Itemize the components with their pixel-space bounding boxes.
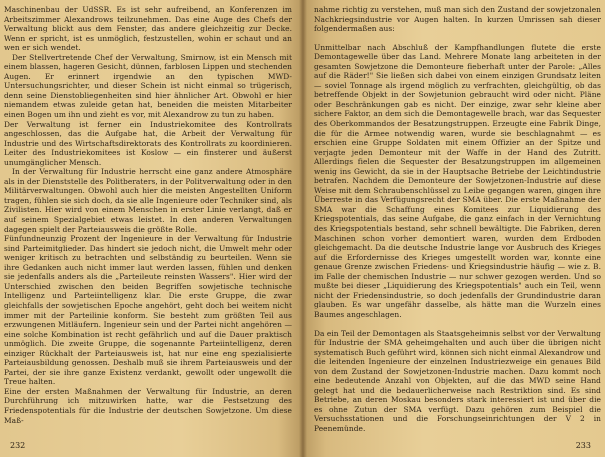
paragraph: Eine der ersten Maßnahmen der Verwaltung für Industrie, an deren Durchführung ich mitzuwirken hatte, war die Festsetzung des Friedenspotentials für die Industrie der deutschen Sowjetzone. Um diese Maß- (4, 386, 292, 425)
paragraph: Da ein Teil der Demontagen als Staatsgeheimnis selbst vor der Verwaltung für Industrie der SMA geheimgehalten und auch über die übrigen nicht systematisch Buch geführt wird, können sich nicht einmal Alexandrow und die leitenden Ingenieure der einzelnen Industriezweige ein genaues Bild von dem Zustand der Sowjetzonen-Industrie machen. Dazu kommt noch eine bedeutende Anzahl von Objekten, auf die das MWD seine Hand gelegt hat und die bedauerlicherweise nach Restriktion sind. Es sind Betriebe, an deren Moskau besonders stark interessiert ist und über die es ohne Zutun der SMA verfügt. Dazu gehören zum Beispiel die Versuchsstationen und die Forschungseinrichtungen der V 2 in Peenemünde. (314, 328, 601, 433)
paragraph: Unmittelbar nach Abschluß der Kampfhandlungen flutete die erste Demontagewelle über das Land. Mehrere Monate lang arbeiteten in der gesamten Sowjetzone die Demonteure fieberhaft unter der Parole: „Alles auf die Räder!" Sie ließen sich dabei von einem einzigen Grundsatz leiten — soviel Tonnage als irgend möglich zu verfrachten, gleichgültig, ob das betreffende Objekt in der Sowjetunion gebraucht wird oder nicht. Pläne oder Beschränkungen gab es nicht. Der einzige, zwar sehr kleine aber sichere Faktor, an dem sich die Demontagewelle brach, war das Sequester des Oberkommandos der Besatzungstruppen. Erzeugte eine Fabrik Dinge, die für die Armee notwendig waren, wurde sie beschlagnahmt — es erschien eine Gruppe Soldaten mit einem Offizier an der Spitze und verjagte jeden Demonteur mit der Waffe in der Hand des Zutritt. Allerdings fielen die Sequester der Besatzungstruppen im allgemeinen wenig ins Gewicht, da sie in der Hauptsache Betriebe der Leichtindustrie betrafen. Nachdem die Demonteure der Sowjetzonen-Industrie auf diese Weise mit dem Schraubenschlüssel zu Leibe gegangen waren, gingen ihre Überreste in das Verfügungsrecht der SMA über. Die erste Maßnahme der SMA war die Schaffung eines Komitees zur Liquidierung des Kriegspotentials, das seine Aufgabe, die ganz einfach in der Vernichtung des Kriegspotentials bestand, sehr schnell bewältigte. Die Fabriken, deren Maschinen schon vorher demontiert waren, wurden dem Erdboden gleichgemacht. Da die deutsche Industrie lange vor Ausbruch des Krieges auf die Erfordernisse des Krieges umgestellt worden war, konnte eine genaue Grenze zwischen Friedens- und Kriegsindustrie häufig — wie z. B. im Falle der chemischen Industrie — nur schwer gezogen werden. Und so mußte bei dieser „Liquidierung des Kriegspotentials" auch ein Teil, wenn nicht der Friedensindustrie, so doch jedenfalls der Grundindustrie daran glauben. Es war ungefähr dasselbe, als hätte man die Wurzeln eines Baumes angeschlagen. (314, 42, 601, 319)
paragraph: Fünfundneunzig Prozent der Ingenieure in der Verwaltung für Industrie sind Parteimitglieder. Das hindert sie jedoch nicht, die Umwelt mehr oder weniger kritisch zu betrachten und selbständig zu beurteilen. Wenn sie ihre Gedanken auch nicht immer laut werden lassen, fühlen und denken sie jedenfalls anders als die „Parteileute reinsten Wassers". Hier wird der Unterschied zwischen den beiden Begriffen sowjetische technische Intelligenz und Parteiintelligenz klar. Die erste Gruppe, die zwar gleichfalls der sowjetischen Epoche angehört, geht doch bei weitem nicht immer mit der Parteilinie konform. Sie besteht zum größten Teil aus erzwungenen Mitläufern. Ingenieur sein und der Partei nicht angehören — eine solche Kombination ist recht gefährlich und auf die Dauer praktisch unmöglich. Die zweite Gruppe, die sogenannte Parteiintelligenz, deren einziger Rückhalt der Parteiausweis ist, hat nur eine eng spezialisierte Parteiausbildung genossen. Deshalb muß sie ihrem Parteiausweis und der Partei, der sie ihre ganze Existenz verdankt, gewollt oder ungewollt die Treue halten. (4, 234, 292, 387)
left-page-text (4, 5, 292, 425)
page-number: 233 (575, 441, 591, 450)
paragraph: Maschinenbau der UdSSR. Es ist sehr aufreibend, an Konferenzen im Arbeitszimmer Alexandrows teilzunehmen. Das eine Auge des Chefs der Verwaltung blickt aus dem Fenster, das andere gleichzeitig zur Decke. Wenn er spricht, ist es unmöglich, festzustellen, wohin er schaut und an wen er sich wendet. (4, 5, 292, 53)
paragraph: Der Stellvertretende Chef der Verwaltung, Smirnow, ist ein Mensch mit einem blassen, hageren Gesicht, dünnen, farblosen Lippen und stechenden Augen. Er erinnert irgendwie an den typischen MWD-Untersuchungsrichter, und dieser Schein ist nicht einmal so trügerisch, denn seine Dienstobliegenheiten sind hier ähnlicher Art. Obwohl er hier niemandem etwas zuleide getan hat, beneiden die meisten Mitarbeiter einen Bogen um ihn und zieht es vor, mit Alexandrow zu tun zu haben. (4, 52, 292, 120)
paragraph: In der Verwaltung für Industrie herrscht eine ganz andere Atmosphäre als in der Dienststelle des Politberaters, in der Politverwaltung oder in den Militärverwaltungen. Obwohl auch hier die meisten Angestellten Uniform tragen, fühlen sie sich doch, da sie alle Ingenieure oder Techniker sind, als Zivilisten. Hier wird von einem Menschen in erster Linie verlangt, daß er auf seinem Spezialgebiet etwas leistet. In den anderen Verwaltungen dagegen spielt der Parteiausweis die größte Rolle. (4, 167, 292, 234)
paragraph: Der Verwaltung ist ferner ein Industriekomitee des Kontrollrats angeschlossen, das die Aufgabe hat, die Arbeit der Verwaltung für Industrie und des Wirtschaftsdirektorats des Kontrollrats zu koordinieren. Leiter des Industriekomitees ist Koslow — ein finsterer und äußerst unumgänglicher Mensch. (4, 119, 292, 167)
paragraph: nahme richtig zu verstehen, muß man sich den Zustand der sowjetzonalen Nachkriegsindustrie vor Augen halten. In kurzen Umrissen sah dieser folgendermaßen aus: (314, 5, 601, 34)
right-page-text (314, 5, 601, 434)
page-number: 232 (10, 441, 26, 450)
left-page (0, 0, 302, 457)
right-page (302, 0, 605, 457)
